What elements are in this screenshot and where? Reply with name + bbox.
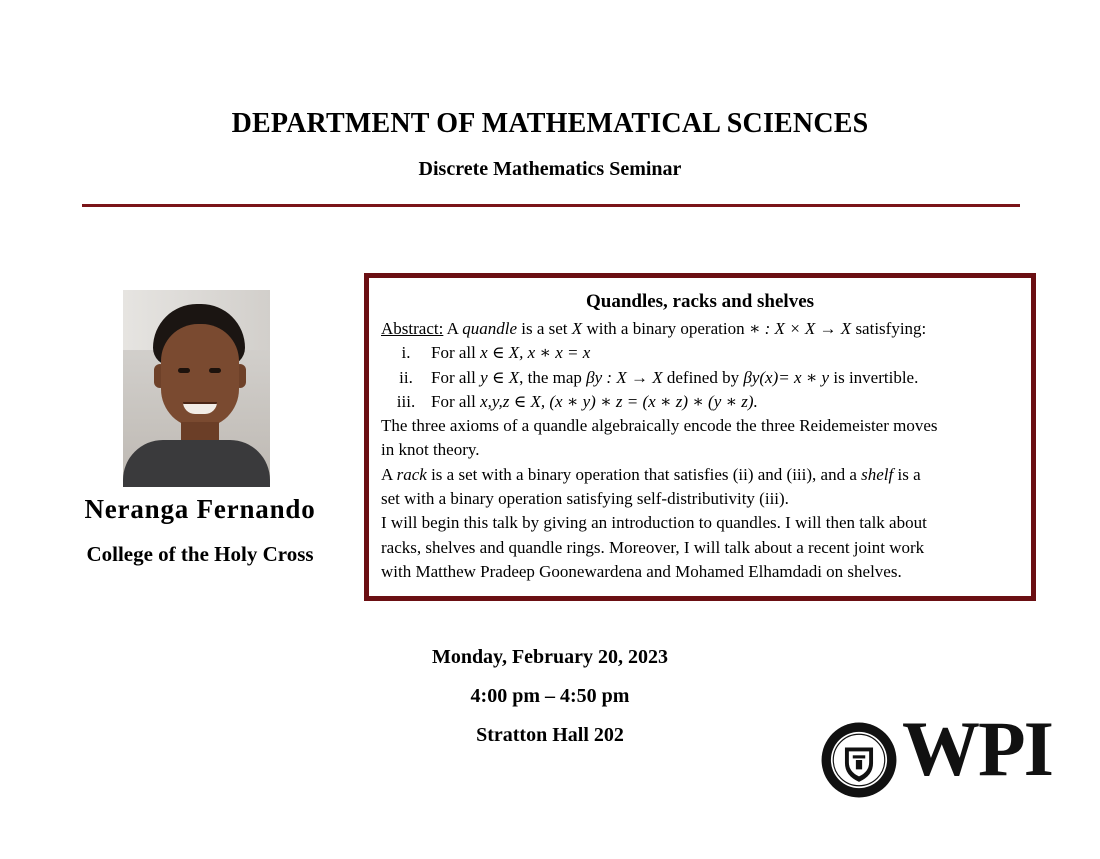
text-run: is a set with a binary operation that satisfies (ii) and (iii), and a: [426, 464, 862, 484]
speaker-affiliation: College of the Holy Cross: [86, 542, 314, 566]
abstract-line: in knot theory.: [381, 440, 480, 460]
text-run: is a: [893, 464, 921, 484]
math-run: βy(x)= x ∗ y: [743, 367, 830, 387]
text-run: with a binary operation: [582, 319, 749, 338]
axiom-number: i.: [401, 343, 411, 363]
event-location: Stratton Hall 202: [476, 724, 624, 746]
wpi-wordmark: WPI: [902, 705, 1052, 792]
axiom-item: [381, 366, 1026, 390]
axiom-item: [381, 341, 1026, 365]
math-run: y ∈ X: [480, 367, 520, 387]
text-run: A: [381, 464, 397, 484]
talk-title: Quandles, racks and shelves: [585, 291, 815, 312]
text-run: , the map: [519, 367, 587, 387]
abstract-line: racks, shelves and quandle rings. Moreover, I will talk about a recent joint work: [381, 537, 925, 557]
axiom-number: iii.: [396, 391, 416, 411]
abstract-line: The three axioms of a quandle algebraically encode the three Reidemeister moves: [381, 416, 938, 436]
abstract-body: [381, 317, 1026, 584]
math-run: x ∈ X, x ∗ x = x: [480, 343, 591, 363]
seminar-name: Discrete Mathematics Seminar: [418, 158, 682, 180]
text-run: For all: [431, 367, 481, 387]
event-date: Monday, February 20, 2023: [431, 646, 669, 668]
wpi-seal-logo: [820, 721, 898, 799]
abstract-line: with Matthew Pradeep Goonewardena and Mohamed Elhamdadi on shelves.: [381, 561, 902, 581]
event-time: 4:00 pm – 4:50 pm: [470, 685, 630, 707]
abstract-line: [381, 463, 1026, 487]
abstract-intro: [381, 317, 1026, 341]
speaker-photo: [123, 290, 270, 487]
text-run: satisfying:: [851, 319, 927, 338]
text-run: A: [443, 319, 463, 338]
text-run: defined by: [662, 367, 744, 387]
math-run: ∗ : X × X → X: [748, 319, 852, 338]
abstract-line: I will begin this talk by giving an introduction to quandles. I will then talk about: [381, 513, 927, 533]
text-run: For all: [431, 343, 481, 363]
text-run: For all: [431, 391, 481, 411]
abstract-line: set with a binary operation satisfying self-distributivity (iii).: [381, 489, 789, 509]
speaker-name: Neranga Fernando: [84, 494, 316, 524]
header-divider: [82, 204, 1020, 207]
math-run: X: [571, 319, 583, 338]
department-title: DEPARTMENT OF MATHEMATICAL SCIENCES: [231, 108, 869, 139]
abstract-label: Abstract:: [381, 319, 444, 338]
abstract-box: [364, 273, 1036, 601]
text-run: is a set: [517, 319, 572, 338]
term-shelf: shelf: [861, 464, 894, 484]
math-run: βy : X → X: [586, 367, 663, 387]
term-rack: rack: [396, 464, 427, 484]
text-run: is invertible.: [829, 367, 919, 387]
axiom-item: [381, 390, 1026, 414]
term-quandle: quandle: [462, 319, 518, 338]
axiom-number: ii.: [399, 367, 413, 387]
math-run: x,y,z ∈ X, (x ∗ y) ∗ z = (x ∗ z) ∗ (y ∗ z).: [480, 391, 758, 411]
